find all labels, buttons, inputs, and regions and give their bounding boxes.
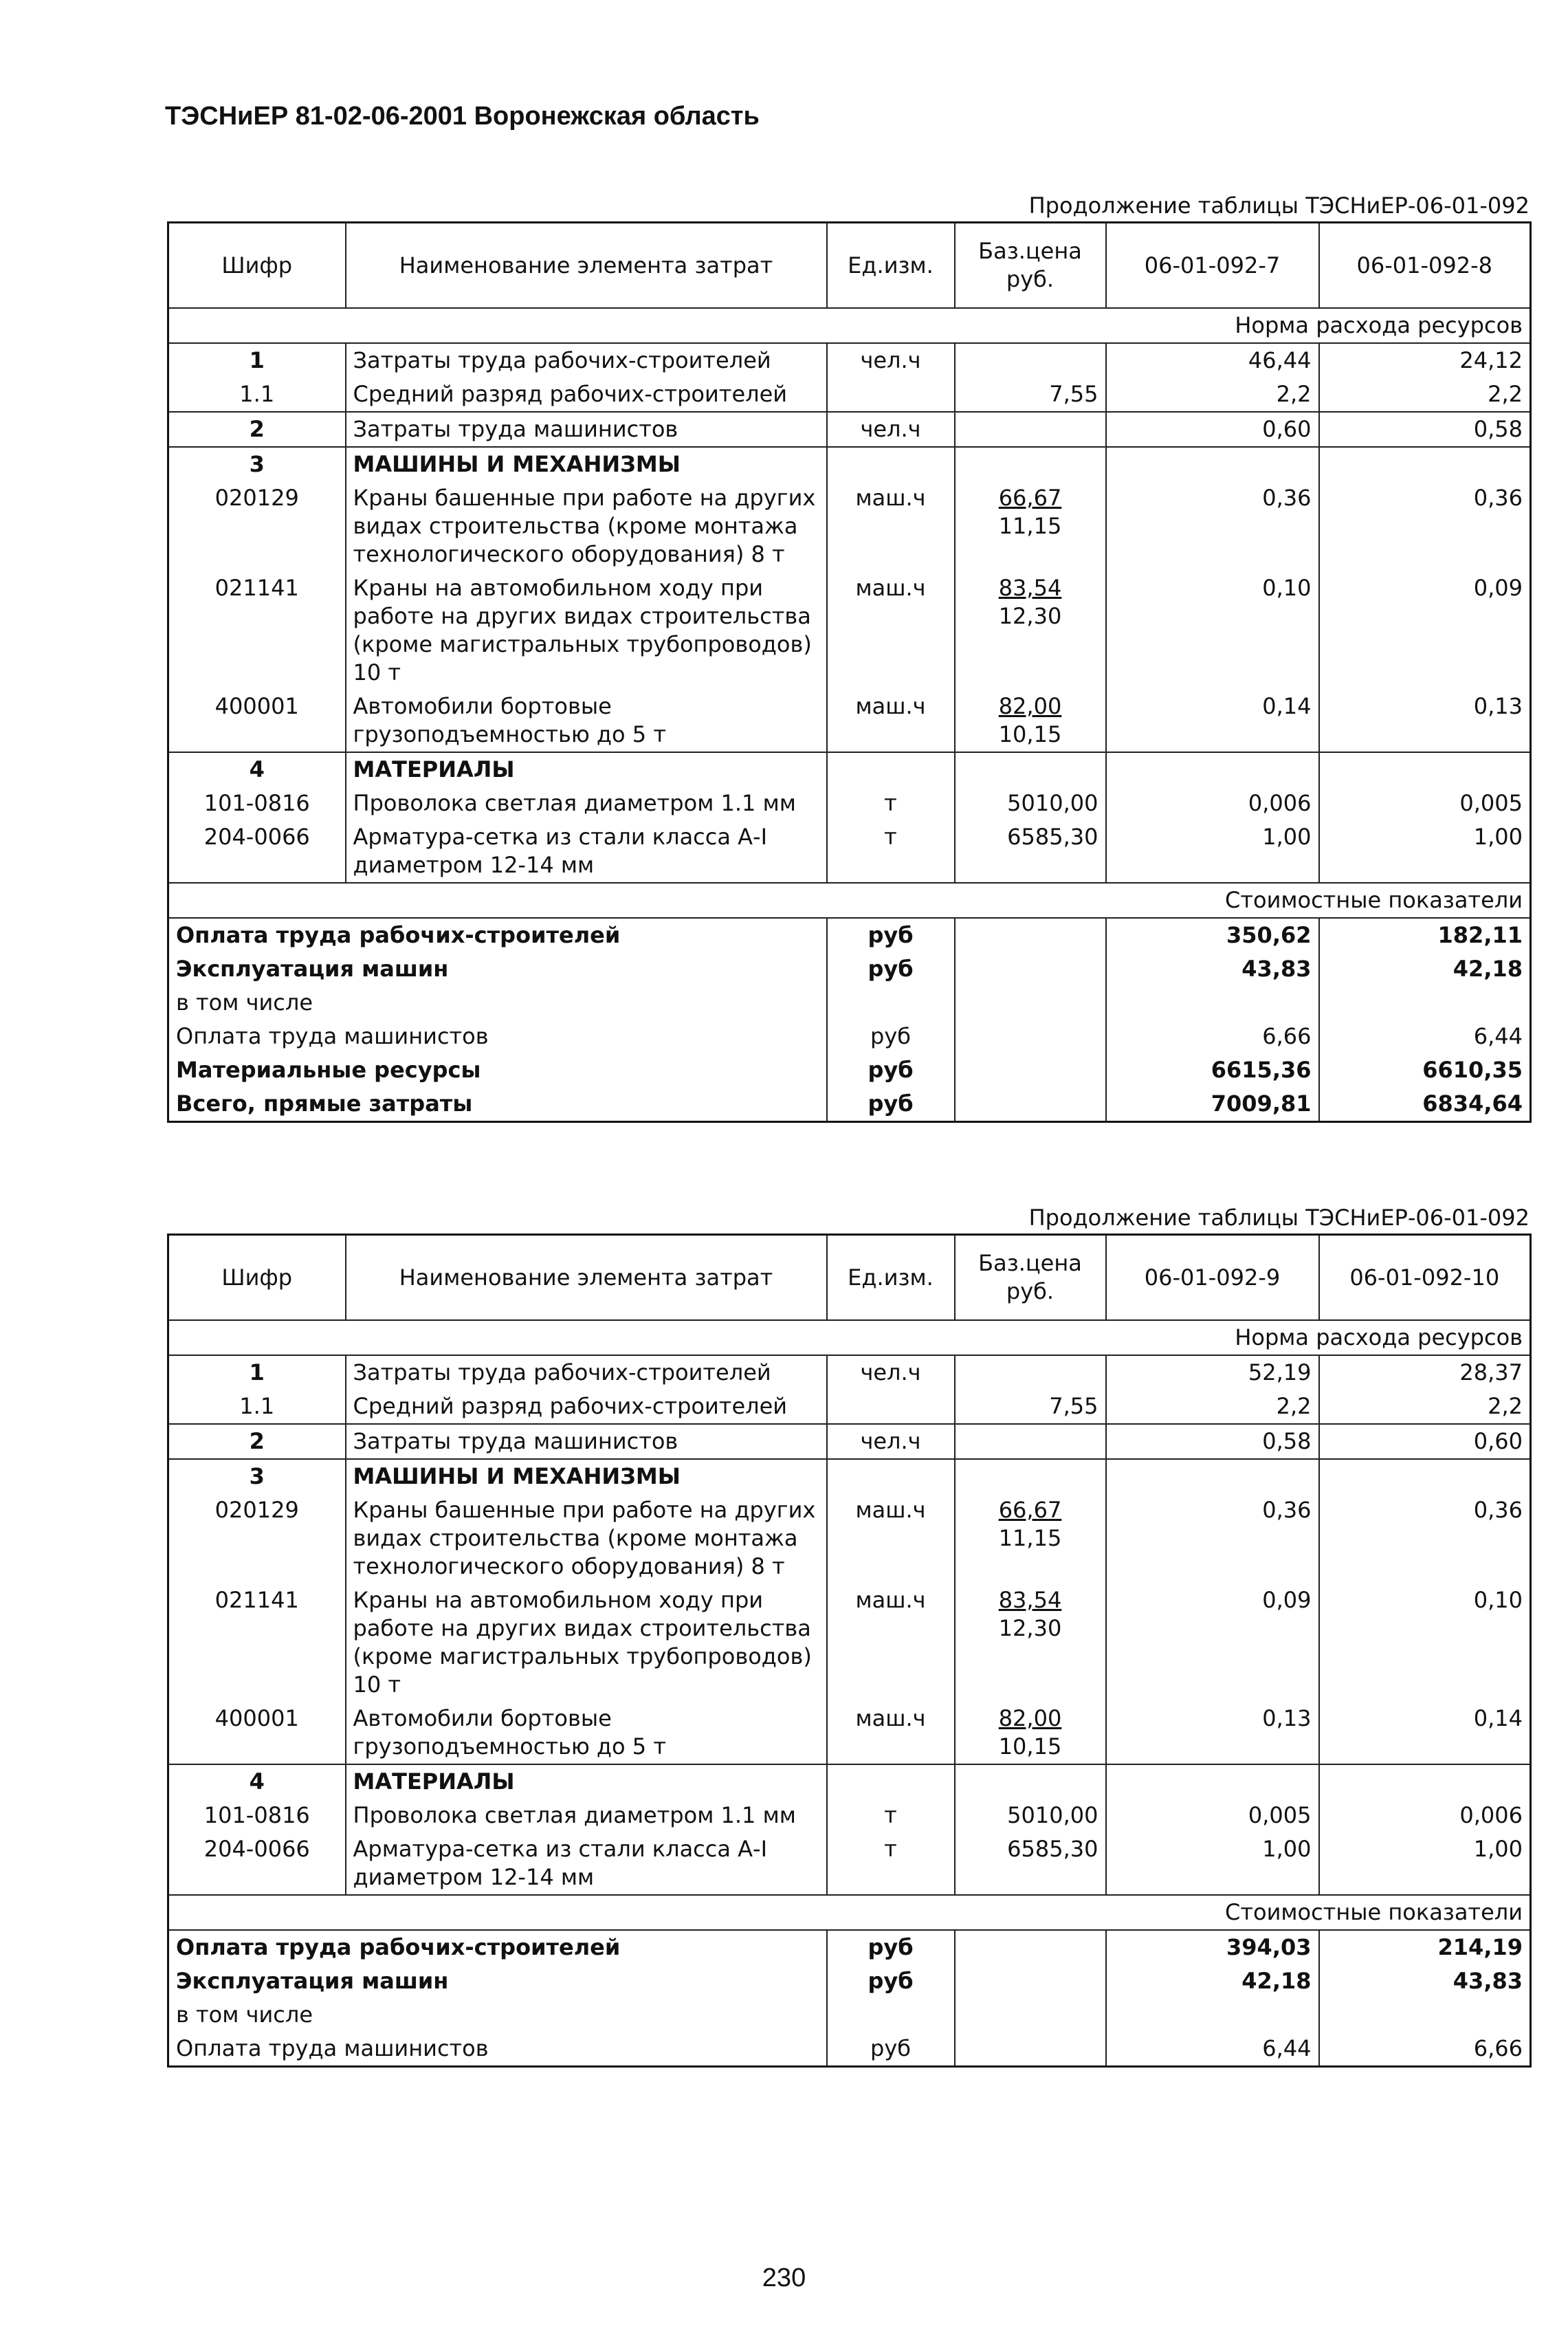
page-title: ТЭСНиЕР 81-02-06-2001 Воронежская область — [165, 102, 760, 131]
cost-label: Материальные ресурсы — [176, 1057, 481, 1083]
cost-row — [168, 986, 1531, 1020]
row-code: 1.1 — [168, 377, 346, 412]
cost-value-a — [1106, 986, 1319, 1020]
row-unit: т — [827, 820, 955, 883]
cost-row — [168, 1998, 1531, 2032]
section-norm-label: Норма расхода ресурсов — [168, 308, 1531, 343]
row-code: 2 — [168, 412, 346, 447]
row-norm-b: 2,2 — [1319, 1390, 1531, 1424]
cost-value-b: 6610,35 — [1319, 1053, 1531, 1087]
cost-label: в том числе — [176, 2002, 313, 2028]
table-row — [168, 787, 1531, 820]
page-number: 230 — [762, 2263, 806, 2292]
cost-value-b: 6,66 — [1319, 2032, 1531, 2067]
section-title: МАШИНЫ И МЕХАНИЗМЫ — [346, 1459, 827, 1493]
row-name: Затраты труда рабочих-строителей — [346, 343, 827, 377]
row-name: Средний разряд рабочих-строителей — [346, 377, 827, 412]
column-header-unit: Ед.изм. — [827, 1235, 955, 1321]
row-unit: маш.ч — [827, 571, 955, 690]
cost-unit: руб — [827, 1087, 955, 1122]
section-title: МАТЕРИАЛЫ — [346, 752, 827, 787]
cost-unit: руб — [827, 1964, 955, 1998]
price-wage: 12,30 — [998, 1615, 1062, 1641]
row-price: 6585,30 — [955, 820, 1106, 883]
table-header-row — [168, 1235, 1531, 1321]
price-total: 82,00 — [998, 693, 1062, 719]
norm-table — [167, 221, 1532, 1123]
table-row — [168, 343, 1531, 377]
row-price — [955, 571, 1106, 690]
row-price — [955, 1702, 1106, 1764]
row-code: 204-0066 — [168, 820, 346, 883]
table-row — [168, 820, 1531, 883]
table-caption: Продолжение таблицы ТЭСНиЕР-06-01-092 — [1028, 1205, 1530, 1231]
section-row — [168, 447, 1531, 481]
row-price: 5010,00 — [955, 1799, 1106, 1832]
row-name: Затраты труда машинистов — [346, 1424, 827, 1459]
row-norm-a: 2,2 — [1106, 1390, 1319, 1424]
row-name: Затраты труда рабочих-строителей — [346, 1355, 827, 1390]
row-norm-a: 1,00 — [1106, 820, 1319, 883]
row-code: 1 — [249, 347, 265, 373]
section-row — [168, 1459, 1531, 1493]
table-row — [168, 1583, 1531, 1702]
row-code: 101-0816 — [203, 790, 310, 816]
row-norm-a: 0,14 — [1106, 690, 1319, 752]
cost-row — [168, 1053, 1531, 1087]
row-code: 3 — [249, 1463, 265, 1489]
row-norm-b: 0,58 — [1319, 412, 1531, 447]
row-code: 204-0066 — [168, 1832, 346, 1895]
row-name: Автомобили бортовые грузоподъемностью до 5 т — [346, 1702, 827, 1764]
row-code: 101-0816 — [203, 1802, 310, 1828]
price-wage: 10,15 — [998, 721, 1062, 747]
cost-value-a: 42,18 — [1106, 1964, 1319, 1998]
cost-value-a — [1106, 1998, 1319, 2032]
price-wage: 11,15 — [998, 1525, 1062, 1551]
cost-value-b: 6834,64 — [1319, 1087, 1531, 1122]
cost-unit — [827, 986, 955, 1020]
price-total: 82,00 — [998, 1705, 1062, 1731]
column-header-norm-a: 06-01-092-9 — [1106, 1235, 1319, 1321]
base-price-unit: руб. — [1006, 1278, 1054, 1304]
cost-unit: руб — [827, 2032, 955, 2067]
cost-unit: руб — [827, 918, 955, 952]
row-norm-b: 1,00 — [1319, 820, 1531, 883]
table-row — [168, 1424, 1531, 1459]
price-wage: 10,15 — [998, 1733, 1062, 1760]
price-total: 83,54 — [998, 1587, 1062, 1613]
row-price — [955, 1583, 1106, 1702]
row-unit: т — [827, 1832, 955, 1895]
cost-value-b: 182,11 — [1319, 918, 1531, 952]
row-name: Проволока светлая диаметром 1.1 мм — [346, 1799, 827, 1832]
price-total: 83,54 — [998, 575, 1062, 601]
row-norm-b: 0,36 — [1319, 1493, 1531, 1583]
row-name: Проволока светлая диаметром 1.1 мм — [346, 787, 827, 820]
row-unit — [827, 1390, 955, 1424]
cost-value-b: 6,44 — [1319, 1020, 1531, 1053]
cost-label: Оплата труда рабочих-строителей — [176, 1934, 621, 1960]
table-row — [168, 1390, 1531, 1424]
cost-value-b: 214,19 — [1319, 1930, 1531, 1964]
column-header-name: Наименование элемента затрат — [346, 223, 827, 309]
cost-unit: руб — [827, 1930, 955, 1964]
row-name: Арматура-сетка из стали класса А-I диаметром 12-14 мм — [346, 820, 827, 883]
row-norm-a: 0,13 — [1106, 1702, 1319, 1764]
cost-row — [168, 1020, 1531, 1053]
cost-value-b — [1319, 1998, 1531, 2032]
row-name: Краны башенные при работе на других видах строительства (кроме монтажа технологического оборудования) 8 т — [346, 481, 827, 571]
row-norm-a: 52,19 — [1106, 1355, 1319, 1390]
row-norm-a: 0,36 — [1106, 481, 1319, 571]
cost-value-b: 42,18 — [1319, 952, 1531, 986]
cost-unit: руб — [827, 1053, 955, 1087]
row-norm-a: 0,60 — [1106, 412, 1319, 447]
row-name: Краны башенные при работе на других видах строительства (кроме монтажа технологического оборудования) 8 т — [346, 1493, 827, 1583]
cost-row — [168, 1964, 1531, 1998]
row-unit: чел.ч — [827, 412, 955, 447]
row-norm-a: 0,36 — [1106, 1493, 1319, 1583]
row-norm-b: 0,006 — [1319, 1799, 1531, 1832]
section-cost-label: Стоимостные показатели — [168, 883, 1531, 918]
section-banner-row — [168, 883, 1531, 918]
row-name: Затраты труда машинистов — [346, 412, 827, 447]
table-row — [168, 1799, 1531, 1832]
table-row — [168, 412, 1531, 447]
table-row — [168, 481, 1531, 571]
cost-label: в том числе — [176, 989, 313, 1016]
row-norm-b: 2,2 — [1319, 377, 1531, 412]
row-name: Автомобили бортовые грузоподъемностью до 5 т — [346, 690, 827, 752]
price-wage: 12,30 — [998, 603, 1062, 629]
section-cost-label: Стоимостные показатели — [168, 1895, 1531, 1930]
cost-value-b — [1319, 986, 1531, 1020]
row-norm-b: 0,09 — [1319, 571, 1531, 690]
section-row — [168, 1764, 1531, 1799]
cost-label: Оплата труда машинистов — [176, 2035, 489, 2061]
row-price — [955, 1355, 1106, 1390]
table-row — [168, 1355, 1531, 1390]
row-code: 4 — [249, 756, 265, 782]
cost-row — [168, 1930, 1531, 1964]
cost-value-a: 6615,36 — [1106, 1053, 1319, 1087]
cost-value-a: 6,44 — [1106, 2032, 1319, 2067]
row-price: 7,55 — [955, 1390, 1106, 1424]
row-unit: маш.ч — [827, 690, 955, 752]
row-price — [955, 481, 1106, 571]
row-price — [955, 690, 1106, 752]
cost-value-a: 394,03 — [1106, 1930, 1319, 1964]
column-header-norm-b: 06-01-092-10 — [1319, 1235, 1531, 1321]
table-row — [168, 1702, 1531, 1764]
column-header-unit: Ед.изм. — [827, 223, 955, 309]
cost-label: Всего, прямые затраты — [176, 1090, 473, 1117]
cost-row — [168, 1087, 1531, 1122]
column-header-norm-b: 06-01-092-8 — [1319, 223, 1531, 309]
cost-label: Оплата труда машинистов — [176, 1023, 489, 1049]
table-row — [168, 571, 1531, 690]
row-norm-a: 0,09 — [1106, 1583, 1319, 1702]
row-norm-b: 0,60 — [1319, 1424, 1531, 1459]
section-banner-row — [168, 308, 1531, 343]
price-total: 66,67 — [998, 485, 1062, 511]
row-unit: маш.ч — [827, 1493, 955, 1583]
price-total: 66,67 — [998, 1497, 1062, 1523]
row-code: 400001 — [168, 1702, 346, 1764]
row-price — [955, 412, 1106, 447]
row-unit: чел.ч — [827, 1424, 955, 1459]
row-code: 021141 — [214, 575, 299, 601]
row-norm-a: 0,005 — [1106, 1799, 1319, 1832]
row-unit: маш.ч — [827, 1702, 955, 1764]
cost-label: Эксплуатация машин — [176, 956, 449, 982]
row-code: 1 — [249, 1359, 265, 1385]
row-norm-b: 0,005 — [1319, 787, 1531, 820]
row-unit: т — [827, 1799, 955, 1832]
table-row — [168, 690, 1531, 752]
row-norm-b: 28,37 — [1319, 1355, 1531, 1390]
cost-row — [168, 918, 1531, 952]
row-code: 4 — [249, 1768, 265, 1795]
row-norm-b: 0,10 — [1319, 1583, 1531, 1702]
row-price — [955, 1424, 1106, 1459]
row-unit: маш.ч — [827, 481, 955, 571]
section-banner-row — [168, 1895, 1531, 1930]
row-norm-b: 0,14 — [1319, 1702, 1531, 1764]
row-name: Арматура-сетка из стали класса А-I диаметром 12-14 мм — [346, 1832, 827, 1895]
cost-value-a: 6,66 — [1106, 1020, 1319, 1053]
base-price-label: Баз.цена — [978, 1250, 1082, 1276]
cost-row — [168, 2032, 1531, 2067]
base-price-label: Баз.цена — [978, 238, 1082, 264]
row-norm-a: 0,58 — [1106, 1424, 1319, 1459]
cost-unit — [827, 1998, 955, 2032]
row-code: 020129 — [214, 485, 299, 511]
row-unit: маш.ч — [827, 1583, 955, 1702]
price-wage: 11,15 — [998, 513, 1062, 539]
column-header-name: Наименование элемента затрат — [346, 1235, 827, 1321]
table-row — [168, 1832, 1531, 1895]
row-name: Краны на автомобильном ходу при работе на других видах строительства (кроме магистральных трубопроводов) 10 т — [346, 1583, 827, 1702]
cost-row — [168, 952, 1531, 986]
section-title: МАТЕРИАЛЫ — [346, 1764, 827, 1799]
row-price: 6585,30 — [955, 1832, 1106, 1895]
row-norm-b: 0,13 — [1319, 690, 1531, 752]
row-code: 021141 — [214, 1587, 299, 1613]
column-header-norm-a: 06-01-092-7 — [1106, 223, 1319, 309]
column-header-code: Шифр — [168, 1235, 346, 1321]
section-row — [168, 752, 1531, 787]
section-banner-row — [168, 1320, 1531, 1355]
row-norm-a: 46,44 — [1106, 343, 1319, 377]
row-price — [955, 1493, 1106, 1583]
cost-value-a: 350,62 — [1106, 918, 1319, 952]
cost-label: Оплата труда рабочих-строителей — [176, 922, 621, 948]
row-unit: чел.ч — [827, 343, 955, 377]
row-price — [955, 343, 1106, 377]
row-code: 2 — [168, 1424, 346, 1459]
row-code: 1.1 — [168, 1390, 346, 1424]
cost-value-b: 43,83 — [1319, 1964, 1531, 1998]
section-norm-label: Норма расхода ресурсов — [168, 1320, 1531, 1355]
row-unit — [827, 377, 955, 412]
norm-table — [167, 1234, 1532, 2068]
table-row — [168, 377, 1531, 412]
row-code: 3 — [249, 451, 265, 477]
row-name: Средний разряд рабочих-строителей — [346, 1390, 827, 1424]
cost-value-a: 43,83 — [1106, 952, 1319, 986]
row-code: 400001 — [168, 690, 346, 752]
table-caption: Продолжение таблицы ТЭСНиЕР-06-01-092 — [1028, 193, 1530, 219]
table-row — [168, 1493, 1531, 1583]
row-unit: т — [827, 787, 955, 820]
cost-unit: руб — [827, 1020, 955, 1053]
row-norm-a: 2,2 — [1106, 377, 1319, 412]
cost-unit: руб — [827, 952, 955, 986]
column-header-code: Шифр — [168, 223, 346, 309]
base-price-unit: руб. — [1006, 266, 1054, 292]
row-norm-a: 0,006 — [1106, 787, 1319, 820]
row-norm-a: 1,00 — [1106, 1832, 1319, 1895]
row-code: 020129 — [214, 1497, 299, 1523]
row-price: 7,55 — [955, 377, 1106, 412]
row-name: Краны на автомобильном ходу при работе на других видах строительства (кроме магистральных трубопроводов) 10 т — [346, 571, 827, 690]
cost-value-a: 7009,81 — [1106, 1087, 1319, 1122]
table-header-row — [168, 223, 1531, 309]
row-norm-b: 0,36 — [1319, 481, 1531, 571]
row-norm-a: 0,10 — [1106, 571, 1319, 690]
row-unit: чел.ч — [827, 1355, 955, 1390]
column-header-base-price — [955, 223, 1106, 309]
row-norm-b: 24,12 — [1319, 343, 1531, 377]
cost-label: Эксплуатация машин — [176, 1968, 449, 1994]
row-price: 5010,00 — [955, 787, 1106, 820]
column-header-base-price — [955, 1235, 1106, 1321]
section-title: МАШИНЫ И МЕХАНИЗМЫ — [346, 447, 827, 481]
row-norm-b: 1,00 — [1319, 1832, 1531, 1895]
